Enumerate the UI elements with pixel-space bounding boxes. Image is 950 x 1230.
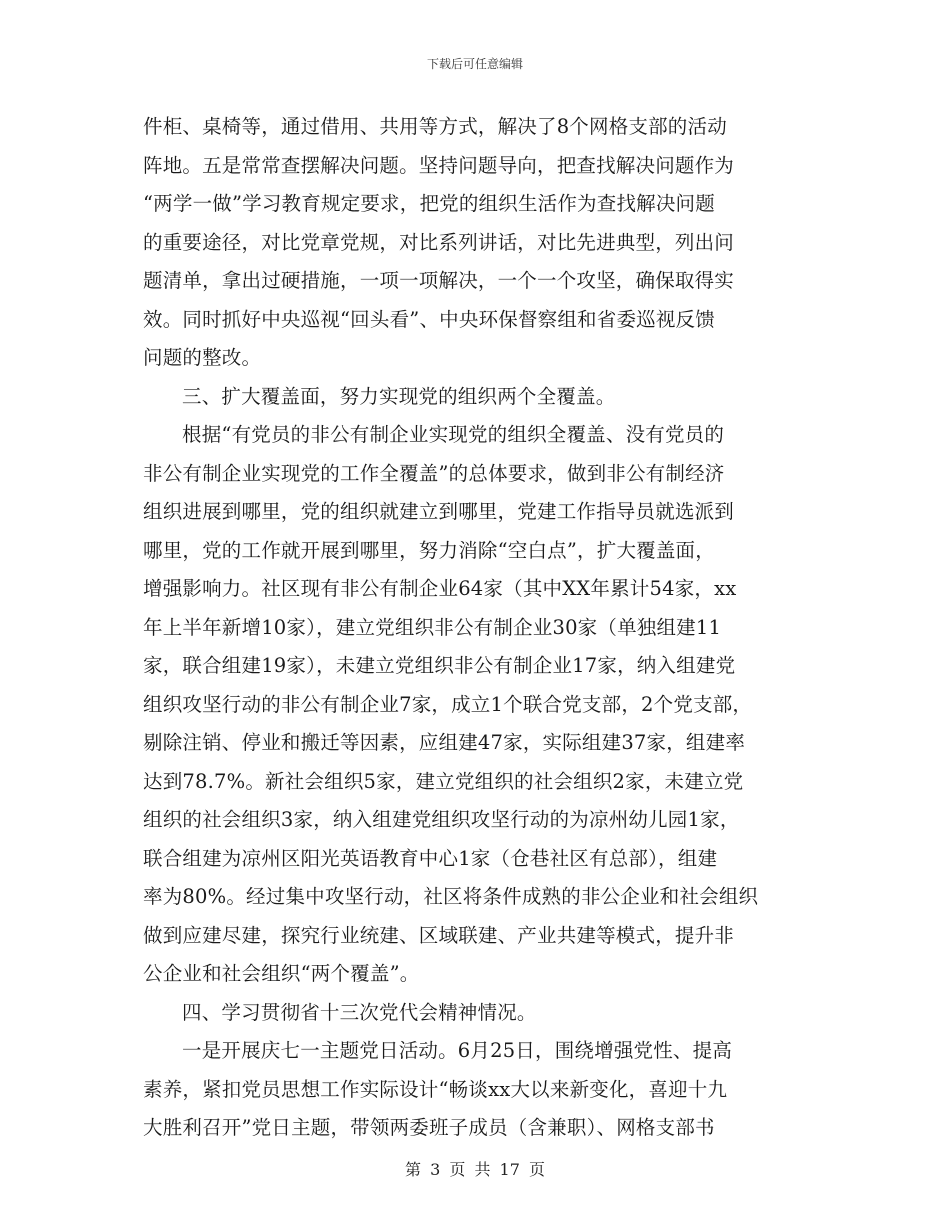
text-line: 的重要途径，对比党章党规，对比系列讲话，对比先进典型，列出问 — [143, 230, 735, 254]
text-line: 四、学习贯彻省十三次党代会精神情况。 — [182, 1000, 537, 1024]
text-line: 组织攻坚行动的非公有制企业7家，成立1个联合党支部，2个党支部， — [143, 692, 753, 716]
page-header-note: 下载后可任意编辑 — [426, 57, 523, 71]
text-line: 增强影响力。社区现有非公有制企业64家（其中XX年累计54家，xx — [143, 577, 737, 600]
text-line: 效。同时抓好中央巡视“回头看”、中央环保督察组和省委巡视反馈 — [143, 307, 715, 331]
text-line: 非公有制企业实现党的工作全覆盖”的总体要求，做到非公有制经济 — [143, 461, 725, 485]
text-line: 三、扩大覆盖面，努力实现党的组织两个全覆盖。 — [182, 384, 616, 408]
text-line: 阵地。五是常常查摆解决问题。坚持问题导向，把查找解决问题作为 — [143, 153, 735, 177]
text-line: 大胜利召开”党日主题，带领两委班子成员（含兼职）、网格支部书 — [143, 1116, 715, 1139]
text-line: 做到应建尽建，探究行业统建、区域联建、产业共建等模式，提升非 — [143, 923, 735, 947]
text-line: 达到78.7%。新社会组织5家，建立党组织的社会组织2家，未建立党 — [143, 769, 744, 793]
text-line: 问题的整改。 — [143, 346, 262, 369]
text-line: 素养，紧扣党员思想工作实际设计“畅谈xx大以来新变化，喜迎十九 — [143, 1077, 728, 1101]
text-line: 联合组建为凉州区阳光英语教育中心1家（仓巷社区有总部），组建 — [143, 846, 718, 870]
text-line: 哪里，党的工作就开展到哪里，努力消除“空白点”，扩大覆盖面， — [143, 538, 715, 562]
text-line: “两学一做”学习教育规定要求，把党的组织生活作为查找解决问题 — [143, 192, 715, 215]
text-line: 年上半年新增10家），建立党组织非公有制企业30家（单独组建11 — [143, 615, 722, 639]
text-line: 组织进展到哪里，党的组织就建立到哪里，党建工作指导员就选派到 — [143, 500, 735, 523]
text-line: 件柜、桌椅等，通过借用、共用等方式，解决了8个网格支部的活动 — [143, 115, 727, 138]
text-line: 题清单，拿出过硬措施，一项一项解决，一个一个攻坚，确保取得实 — [143, 269, 735, 292]
text-line: 一是开展庆七一主题党日活动。6月25日，围绕增强党性、提高 — [182, 1039, 733, 1062]
page-number: 第 3 页 共 17 页 — [405, 1160, 545, 1179]
document-body — [143, 108, 811, 1148]
text-line: 率为80%。经过集中攻坚行动，社区将条件成熟的非公企业和社会组织 — [143, 885, 759, 908]
text-line: 根据“有党员的非公有制企业实现党的组织全覆盖、没有党员的 — [182, 423, 725, 446]
text-line: 家，联合组建19家），未建立党组织非公有制企业17家，纳入组建党 — [143, 654, 736, 677]
text-line: 组织的社会组织3家，纳入组建党组织攻坚行动的为凉州幼儿园1家， — [143, 808, 740, 831]
text-line: 公企业和社会组织“两个覆盖”。 — [143, 962, 420, 985]
text-line: 剔除注销、停业和搬迁等因素，应组建47家，实际组建37家，组建率 — [143, 731, 746, 754]
